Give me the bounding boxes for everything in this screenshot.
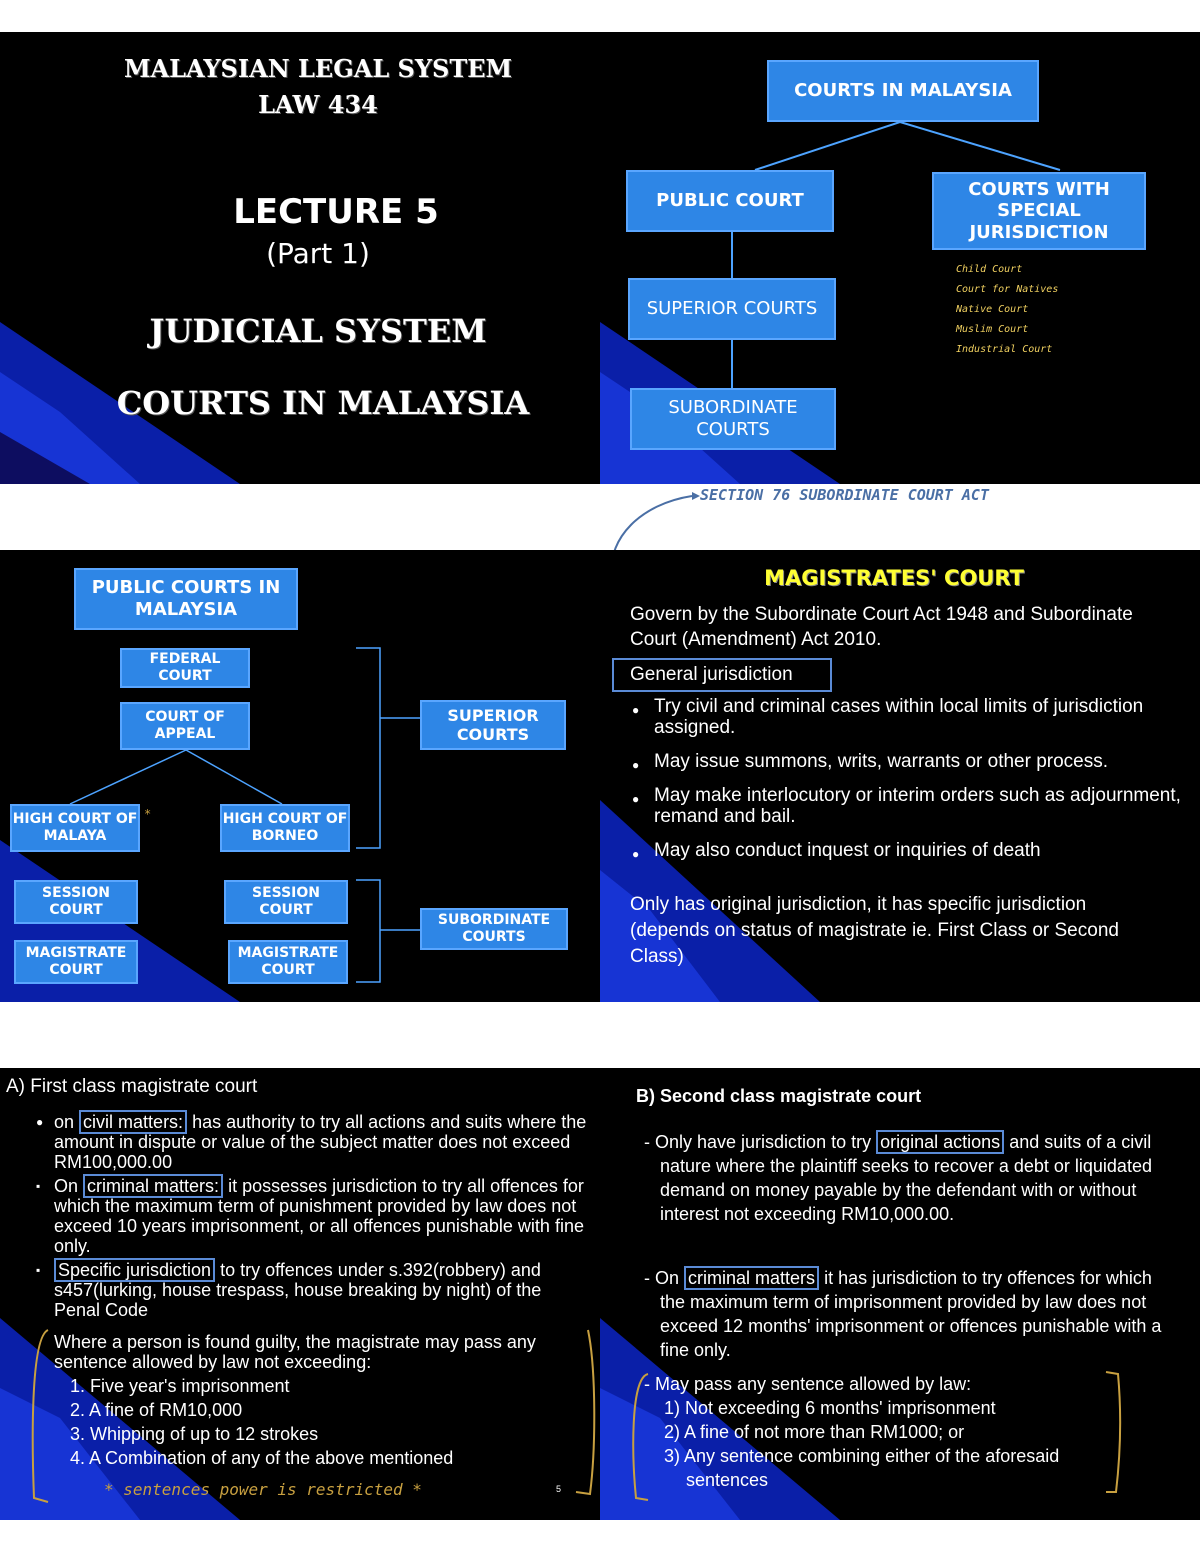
civil-matters-highlight: civil matters: [79, 1110, 187, 1134]
first-class-heading: A) First class magistrate court [6, 1076, 258, 1097]
original-jurisdiction-text: Only has original jurisdiction, it has specific jurisdiction (depends on status of magistrate ie. First Class or Second Class) [630, 894, 1119, 967]
civil-jurisdiction-para [644, 1130, 1180, 1226]
criminal-bullet: ▪ On criminal matters: it possesses jurisdiction to try all offences for which the maximum term of punishment provided by law does not exceed 10 years imprisonment, or all offences punishable with fine only. [36, 1176, 584, 1256]
sentence-item: 2. A fine of RM10,000 [70, 1400, 243, 1420]
magistrates-court-title: MAGISTRATES' COURT [764, 566, 1024, 590]
superior-courts-box: SUPERIOR COURTS [628, 278, 836, 340]
session-court-box: SESSION COURT [14, 880, 138, 924]
sentence-item: 4. A Combination of any of the above mentioned [70, 1448, 454, 1468]
special-courts-handwritten-list [956, 260, 1058, 360]
special-item: Court for Natives [956, 284, 1059, 295]
slide-second-class [600, 1068, 1200, 1520]
sentence-intro: Where a person is found guilty, the magistrate may pass any sentence allowed by law not exceeding: [54, 1332, 536, 1372]
bullet-item: ● Try civil and criminal cases within local limits of jurisdiction assigned. [632, 696, 1192, 738]
sentence-item: 1) Not exceeding 6 months' imprisonment [664, 1398, 996, 1418]
sentence-para: - May pass any sentence allowed by law: [644, 1374, 972, 1394]
lecture-title: LECTURE 5 [233, 192, 439, 232]
sentence-items [664, 1396, 1124, 1492]
special-courts-box: COURTS WITH SPECIAL JURISDICTION [932, 172, 1146, 250]
special-item: Native Court [956, 304, 1029, 315]
p2-text: it has jurisdiction to try offences for which the maximum term of imprisonment provided by law does not exceed 12 months' imprisonment or offences punishable with a fine only. [660, 1268, 1162, 1360]
criminal-text: it possesses jurisdiction to try all offences for which the maximum term of punishment provided by law does not exceed 10 years imprisonment, or all offences punishable with fine only. [54, 1176, 584, 1256]
special-item: Industrial Court [956, 344, 1053, 355]
section-annotation: SECTION 76 SUBORDINATE COURT ACT [700, 486, 989, 504]
civil-pre: on [54, 1112, 75, 1132]
bullet-item: ● May issue summons, writs, warrants or other process. [632, 751, 1192, 772]
lecture-part: (Part 1) [266, 237, 370, 270]
second-class-heading: B) Second class magistrate court [636, 1086, 922, 1106]
sentence-item: 2) A fine of not more than RM1000; or [664, 1422, 965, 1442]
criminal-matters-highlight: criminal matters: [83, 1174, 223, 1198]
civil-bullet: ● on civil matters: has authority to try all actions and suits where the amount in dispute or value of the subject matter does not exceed RM100,000.00 [36, 1112, 587, 1172]
bullet-item: ● May also conduct inquest or inquiries of death [632, 840, 1192, 861]
federal-court-box: FEDERAL COURT [120, 648, 250, 688]
page-number: 5 [556, 1484, 562, 1494]
bullet-item: ● May make interlocutory or interim orders such as adjournment, remand and bail. [632, 785, 1192, 827]
specific-text: to try offences under s.392(robbery) and s457(lurking, house trespass, house breaking by night) of the Penal Code [54, 1260, 542, 1320]
criminal-jurisdiction-para [644, 1266, 1180, 1362]
topic-courts: COURTS IN MALAYSIA [116, 384, 530, 422]
svg-text:*: * [144, 807, 152, 821]
jurisdiction-bullets [632, 696, 1192, 861]
courts-in-malaysia-box: COURTS IN MALAYSIA [767, 60, 1039, 122]
p1-pre: - Only have jurisdiction to try [644, 1132, 872, 1152]
public-court-box: PUBLIC COURT [626, 170, 834, 232]
topic-judicial: JUDICIAL SYSTEM [149, 312, 487, 350]
magistrate-court-box: MAGISTRATE COURT [14, 940, 138, 984]
govern-text: Govern by the Subordinate Court Act 1948 and Subordinate Court (Amendment) Act 2010. [630, 604, 1133, 650]
specific-jurisdiction-highlight: Specific jurisdiction [54, 1258, 215, 1282]
criminal-pre: On [54, 1176, 79, 1196]
p1-text: and suits of a civil nature where the plaintiff seeks to recover a debt or liquidated demand on money payable by the defendant with or without interest not exceeding RM10,000.00. [660, 1132, 1152, 1224]
criminal-matters-highlight: criminal matters [684, 1266, 819, 1290]
high-court-borneo-box: HIGH COURT OF BORNEO [220, 804, 350, 852]
superior-courts-box: SUPERIOR COURTS [420, 700, 566, 750]
slide-title [0, 32, 600, 484]
civil-text: has authority to try all actions and suits where the amount in dispute or value of the subject matter does not exceed RM100,000.00 [54, 1112, 587, 1172]
sentence-item: 1. Five year's imprisonment [70, 1376, 290, 1396]
specific-bullet: ▪ Specific jurisdiction to try offences under s.392(robbery) and s457(lurking, house trespass, house breaking by night) of the Penal Code [36, 1260, 542, 1320]
special-item: Muslim Court [956, 324, 1029, 335]
public-courts-title-box: PUBLIC COURTS IN MALAYSIA [74, 568, 298, 630]
slide-magistrates-court [600, 550, 1200, 1002]
high-court-malaya-box: HIGH COURT OF MALAYA [10, 804, 140, 852]
court-of-appeal-box: COURT OF APPEAL [120, 702, 250, 750]
p2-pre: - On [644, 1268, 680, 1288]
first-class-bullets [36, 1112, 592, 1320]
magistrate-court-box: MAGISTRATE COURT [228, 940, 348, 984]
course-code: LAW 434 [258, 90, 378, 119]
course-title: MALAYSIAN LEGAL SYSTEM [123, 54, 513, 83]
slide-courts-tree [600, 32, 1200, 484]
session-court-box: SESSION COURT [224, 880, 348, 924]
general-jurisdiction-label: General jurisdiction [612, 658, 832, 692]
special-item: Child Court [956, 264, 1023, 275]
original-actions-highlight: original actions [876, 1130, 1004, 1154]
slide-first-class [0, 1068, 600, 1520]
sentence-item: 3) Any sentence combining either of the aforesaid sentences [664, 1446, 1060, 1490]
subordinate-courts-box: SUBORDINATE COURTS [420, 908, 568, 950]
subordinate-courts-box: SUBORDINATE COURTS [630, 388, 836, 450]
sentence-list [70, 1374, 453, 1470]
slide-public-courts [0, 550, 600, 1002]
sentence-item: 3. Whipping of up to 12 strokes [70, 1424, 319, 1444]
handwritten-note: * sentences power is restricted * [104, 1480, 422, 1499]
